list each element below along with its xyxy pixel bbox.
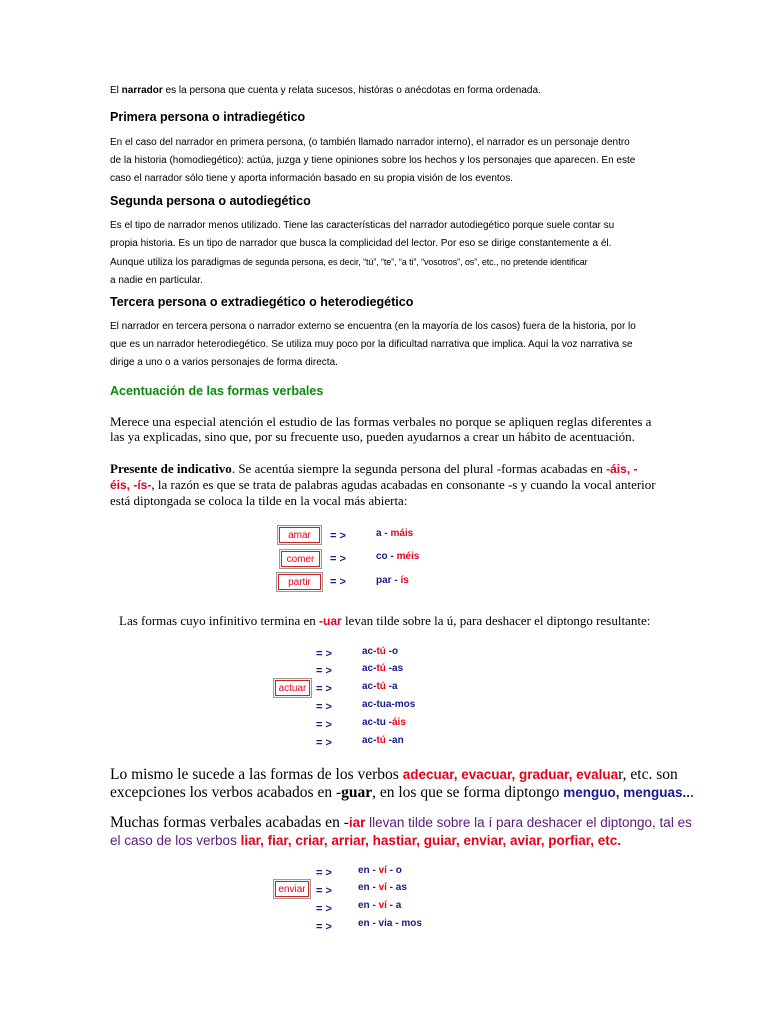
- paragraph-acentuacion: Merece una especial atención el estudio de las formas verbales no porque se apliquen reglas diferentes a las ya explicadas, sino que, por su frecuente uso, pueden ayudarnos a crear un hábito de acentuación.: [110, 414, 652, 444]
- paragraph-uar: Las formas cuyo infinitivo termina en -uar levan tilde sobre la ú, para deshacer el diptongo resultante:: [119, 613, 651, 628]
- conjugation-actuar-1: ac-tú -o: [362, 646, 399, 657]
- arrow: = >: [316, 737, 332, 749]
- arrow: = >: [316, 885, 332, 897]
- arrow: = >: [316, 701, 332, 713]
- conjugation-enviar-3: en - ví - a: [358, 900, 402, 911]
- heading-acentuacion: Acentuación de las formas verbales: [110, 384, 324, 398]
- conjugation-actuar-4: ac-tua-mos: [362, 699, 416, 710]
- paragraph-tercera-persona: El narrador en tercera persona o narrador externo se encuentra (en la mayoría de los casos) fuera de la historia, por lo que es un narrador heterodiegético. Se utiliza muy poco por la dificultad narrativa que implica. Aquí la voz narrativa se dirige a uno o a varios personajes de forma directa.: [110, 321, 636, 368]
- paragraph-primera-persona: En el caso del narrador en primera persona, (o también llamado narrador interno), el narrador es un personaje dentro de la historia (homodiegético): actúa, juzga y tiene opiniones sobre los hechos y los personajes que aparecen. En este caso el narrador sólo tiene y aporta información basado en su propia visión de los eventos.: [110, 137, 636, 184]
- verb-button-partir[interactable]: partir: [276, 572, 323, 592]
- arrow: = >: [316, 903, 332, 915]
- arrow: = >: [330, 553, 346, 565]
- paragraph-lo-mismo: Lo mismo le sucede a las formas de los verbos adecuar, evacuar, graduar, evaluar, etc. son excepciones los verbos acabados en -guar, en los que se forma diptongo menguo, menguas...: [110, 766, 694, 801]
- arrow: = >: [330, 576, 346, 588]
- conjugation-comer: co - méis: [376, 551, 420, 562]
- verb-button-actuar[interactable]: actuar: [273, 678, 312, 698]
- conjugation-amar: a - máis: [376, 528, 414, 539]
- arrow: = >: [316, 665, 332, 677]
- verb-button-comer[interactable]: comer: [279, 549, 322, 569]
- conjugation-enviar-1: en - ví - o: [358, 865, 402, 876]
- conjugation-actuar-3: ac-tú -a: [362, 681, 398, 692]
- heading-primera-persona: Primera persona o intradiegético: [110, 110, 306, 124]
- arrow: = >: [316, 719, 332, 731]
- arrow: = >: [316, 648, 332, 660]
- intro-paragraph: El narrador es la persona que cuenta y relata sucesos, históras o anécdotas en forma ordenada.: [110, 85, 541, 96]
- arrow: = >: [330, 530, 346, 542]
- paragraph-muchas-formas: Muchas formas verbales acabadas en -iar llevan tilde sobre la í para deshacer el diptongo, tal es el caso de los verbos liar, fiar, criar, arriar, hastiar, guiar, enviar, aviar, porfiar, etc.: [110, 814, 692, 848]
- arrow: = >: [316, 683, 332, 695]
- verb-button-enviar[interactable]: enviar: [273, 879, 311, 899]
- conjugation-actuar-6: ac-tú -an: [362, 735, 404, 746]
- arrow: = >: [316, 921, 332, 933]
- heading-segunda-persona: Segunda persona o autodiegético: [110, 194, 311, 208]
- heading-tercera-persona: Tercera persona o extradiegético o heterodiegético: [110, 295, 414, 309]
- paragraph-segunda-persona: Es el tipo de narrador menos utilizado. Tiene las características del narrador autodiegético porque suele contar su propia historia. Es un tipo de narrador que busca la complicidad del lector. Por eso se dirige constantemente a él. Aunque utiliza los paradigmas de segunda persona, es decir, “tú”, “te”, “a ti”, “vosotros”, os”, etc., no pretende identificar a nadie en particular.: [110, 220, 615, 286]
- paragraph-presente-indicativo: Presente de indicativo. Se acentúa siempre la segunda persona del plural -formas acabadas en -áis, - éis, -ís-, la razón es que se trata de palabras agudas acabadas en consonante -s y cuando la vocal anterior está diptongada se coloca la tilde en la vocal más abierta:: [110, 461, 656, 508]
- conjugation-enviar-2: en - ví - as: [358, 882, 407, 893]
- arrow: = >: [316, 867, 332, 879]
- conjugation-partir: par - ís: [376, 575, 409, 586]
- conjugation-actuar-5: ac-tu -áis: [362, 717, 406, 728]
- conjugation-enviar-4: en - via - mos: [358, 918, 422, 929]
- conjugation-actuar-2: ac-tú -as: [362, 663, 404, 674]
- verb-button-amar[interactable]: amar: [277, 525, 322, 545]
